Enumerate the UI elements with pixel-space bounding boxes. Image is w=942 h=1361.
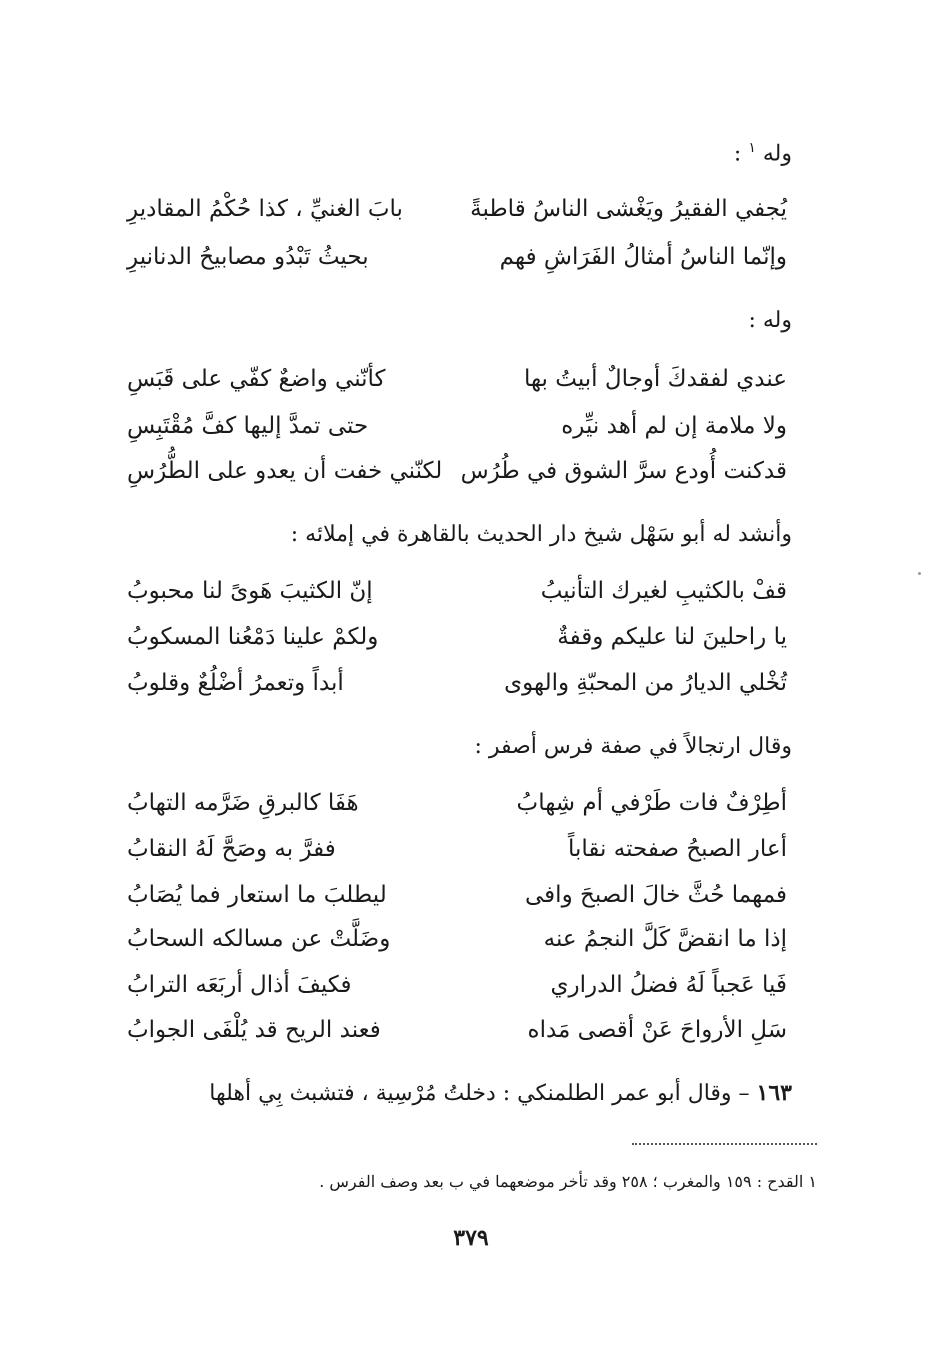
verse-line xyxy=(127,196,787,240)
verse-line xyxy=(127,836,787,880)
verse-second-hemistich: إنّ الكثيبَ هَوىً لنا محبوبُ xyxy=(127,578,373,604)
verse-first-hemistich: عندي لفقدكَ أوجالٌ أبيتُ بها xyxy=(523,366,787,392)
verse-line xyxy=(127,670,787,714)
verse-first-hemistich: قفْ بالكثيبِ لغيرك التأنيبُ xyxy=(540,578,787,604)
verse-second-hemistich: ففرَّ به وصَحَّ لَهُ النقابُ xyxy=(127,836,336,862)
verse-line xyxy=(127,244,787,288)
verse-second-hemistich: ولكمْ علينا دَمْعُنا المسكوبُ xyxy=(127,624,379,650)
section-intro xyxy=(734,140,792,166)
verse-line xyxy=(127,413,787,457)
verse-line xyxy=(127,624,787,668)
footnote-ref: ١ xyxy=(748,140,756,156)
verse-first-hemistich: إذا ما انقضَّ كَلَّ النجمُ عنه xyxy=(543,926,787,952)
verse-second-hemistich: كأنّني واضعٌ كفّي على قَبَسِ xyxy=(127,366,386,392)
footnote: ١ القدح : ١٥٩ والمغرب ؛ ٢٥٨ وقد تأخر موضعهما في ب بعد وصف الفرس . xyxy=(319,1172,817,1191)
verse-line xyxy=(127,926,787,970)
verse-line xyxy=(127,458,787,502)
verse-second-hemistich: أبداً وتعمرُ أضْلُعٌ وقلوبُ xyxy=(127,670,344,696)
entry-line xyxy=(209,1080,792,1106)
verse-line xyxy=(127,972,787,1016)
page-number: ٣٧٩ xyxy=(453,1225,489,1251)
verse-first-hemistich: يُجفي الفقيرُ ويَغْشى الناسُ قاطبةً xyxy=(470,196,787,222)
verse-first-hemistich: فَيا عَجباً لَهُ فضلُ الدراري xyxy=(550,972,787,998)
section-intro: وأنشد له أبو سَهْل شيخ دار الحديث بالقاهرة في إملائه : xyxy=(290,522,792,547)
verse-line xyxy=(127,366,787,410)
verse-second-hemistich: ليطلبَ ما استعار فما يُصَابُ xyxy=(127,882,387,908)
verse-second-hemistich: بحيثُ تَبْدُو مصابيحُ الدنانيرِ xyxy=(127,244,369,270)
verse-line xyxy=(127,882,787,926)
verse-first-hemistich: أطِرْفٌ فات طَرْفي أم شِهابُ xyxy=(516,790,787,816)
verse-line xyxy=(127,578,787,622)
verse-second-hemistich: لكنّني خفت أن يعدو على الطُّرُسِ xyxy=(127,458,443,484)
verse-first-hemistich: قدكنت أُودع سرَّ الشوق في طُرُس xyxy=(460,458,787,484)
footnote-divider xyxy=(632,1143,817,1145)
verse-second-hemistich: حتى تمدَّ إليها كفَّ مُقْتَبِسِ xyxy=(127,413,369,439)
verse-second-hemistich: وضَلَّتْ عن مسالكه السحابُ xyxy=(127,926,391,952)
verse-first-hemistich: ولا ملامة إن لم أهد نيِّره xyxy=(561,413,787,439)
entry-text: – وقال أبو عمر الطلمنكي : دخلتُ مُرْسِية ، فتشبث بِي أهلها xyxy=(209,1081,750,1106)
intro-text: وله xyxy=(762,141,792,167)
verse-second-hemistich: فكيفَ أذال أربَعَه الترابُ xyxy=(127,972,352,998)
verse-first-hemistich: وإنّما الناسُ أمثالُ الفَرَاشِ فهم xyxy=(499,244,787,270)
entry-number: ١٦٣ xyxy=(756,1080,792,1106)
verse-first-hemistich: فمهما حُثَّ خالَ الصبحَ وافى xyxy=(525,882,787,908)
verse-second-hemistich: هَفَا كالبرقِ ضَرَّمه التهابُ xyxy=(127,790,359,816)
verse-second-hemistich: فعند الريح قد يُلْفَى الجوابُ xyxy=(127,1017,381,1043)
verse-line xyxy=(127,790,787,834)
verse-first-hemistich: يا راحلينَ لنا عليكم وقفةٌ xyxy=(557,624,787,650)
verse-first-hemistich: أعار الصبحُ صفحته نقاباً xyxy=(567,836,787,862)
section-intro: وله : xyxy=(748,308,792,333)
section-intro: وقال ارتجالاً في صفة فرس أصفر : xyxy=(474,734,792,759)
verse-second-hemistich: بابَ الغنيِّ ، كذا حُكْمُ المقاديرِ xyxy=(127,196,403,222)
verse-first-hemistich: تُخْلي الديارُ من المحبّةِ والهوى xyxy=(504,670,787,696)
verse-first-hemistich: سَلِ الأرواحَ عَنْ أقصى مَداه xyxy=(527,1017,787,1043)
verse-line xyxy=(127,1017,787,1061)
scan-speck xyxy=(918,572,921,575)
intro-colon: : xyxy=(733,141,742,167)
